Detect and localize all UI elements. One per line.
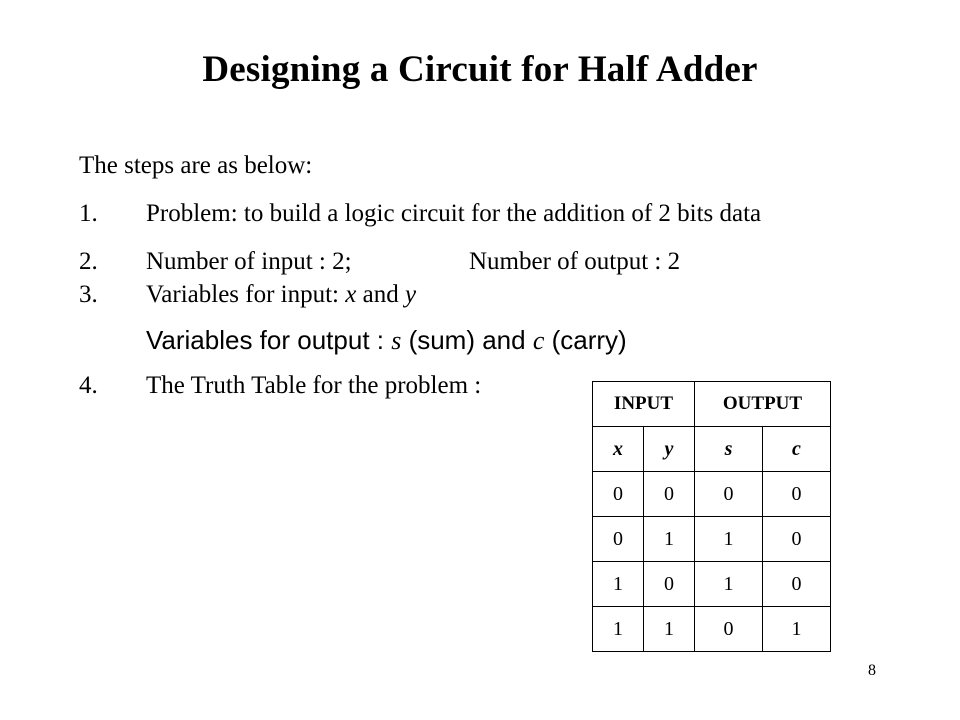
table-cell: 0 [593,517,644,562]
step-2 [79,248,681,276]
variable-c: c [532,326,545,355]
table-cell: 0 [643,472,694,517]
table-cell: 0 [593,472,644,517]
truth-table-variable-header [593,427,831,472]
intro-text: The steps are as below: [79,152,313,179]
variable-y: y [404,281,417,308]
step-1-number: 1. [79,200,98,227]
variable-s: s [391,326,402,355]
table-cell: 1 [762,607,830,652]
step-4-number: 4. [79,372,98,399]
step-4 [79,372,481,400]
table-cell: 1 [593,607,644,652]
step-2-number: 2. [79,248,98,275]
step-4-text: The Truth Table for the problem : [146,372,482,399]
output-vars-text-a: Variables for output : [146,325,392,355]
var-header-x: x [593,427,644,472]
table-cell: 1 [643,517,694,562]
step-3-text-a: Variables for input: [146,281,346,308]
step-3-text-b: and [356,281,405,308]
step-1-text: Problem: to build a logic circuit for the addition of 2 bits data [146,200,762,227]
step-2-output-text: Number of output : 2 [469,248,681,275]
output-vars-text-b: (sum) and [401,325,533,355]
step-1 [79,200,761,228]
step-3-number: 3. [79,281,98,308]
table-cell: 1 [694,517,762,562]
output-group-header: OUTPUT [694,382,830,427]
step-3 [79,281,416,309]
truth-table-group-header [593,382,831,427]
table-cell: 0 [643,562,694,607]
input-group-header: INPUT [593,382,695,427]
table-row [593,472,831,517]
table-cell: 0 [762,562,830,607]
table-row [593,607,831,652]
table-cell: 0 [694,607,762,652]
table-cell: 1 [694,562,762,607]
truth-table [592,381,831,652]
var-header-s: s [694,427,762,472]
table-cell: 0 [762,517,830,562]
variable-x: x [345,281,357,308]
var-header-c: c [762,427,830,472]
step-3-output-variables [146,325,627,356]
table-cell: 0 [694,472,762,517]
table-cell: 1 [643,607,694,652]
table-cell: 0 [762,472,830,517]
table-cell: 1 [593,562,644,607]
output-vars-text-c: (carry) [544,325,627,355]
page-number: 8 [868,662,876,679]
var-header-y: y [643,427,694,472]
step-2-text: Number of input : 2; [146,248,352,275]
table-row [593,517,831,562]
table-row [593,562,831,607]
slide-title: Designing a Circuit for Half Adder [202,49,758,90]
